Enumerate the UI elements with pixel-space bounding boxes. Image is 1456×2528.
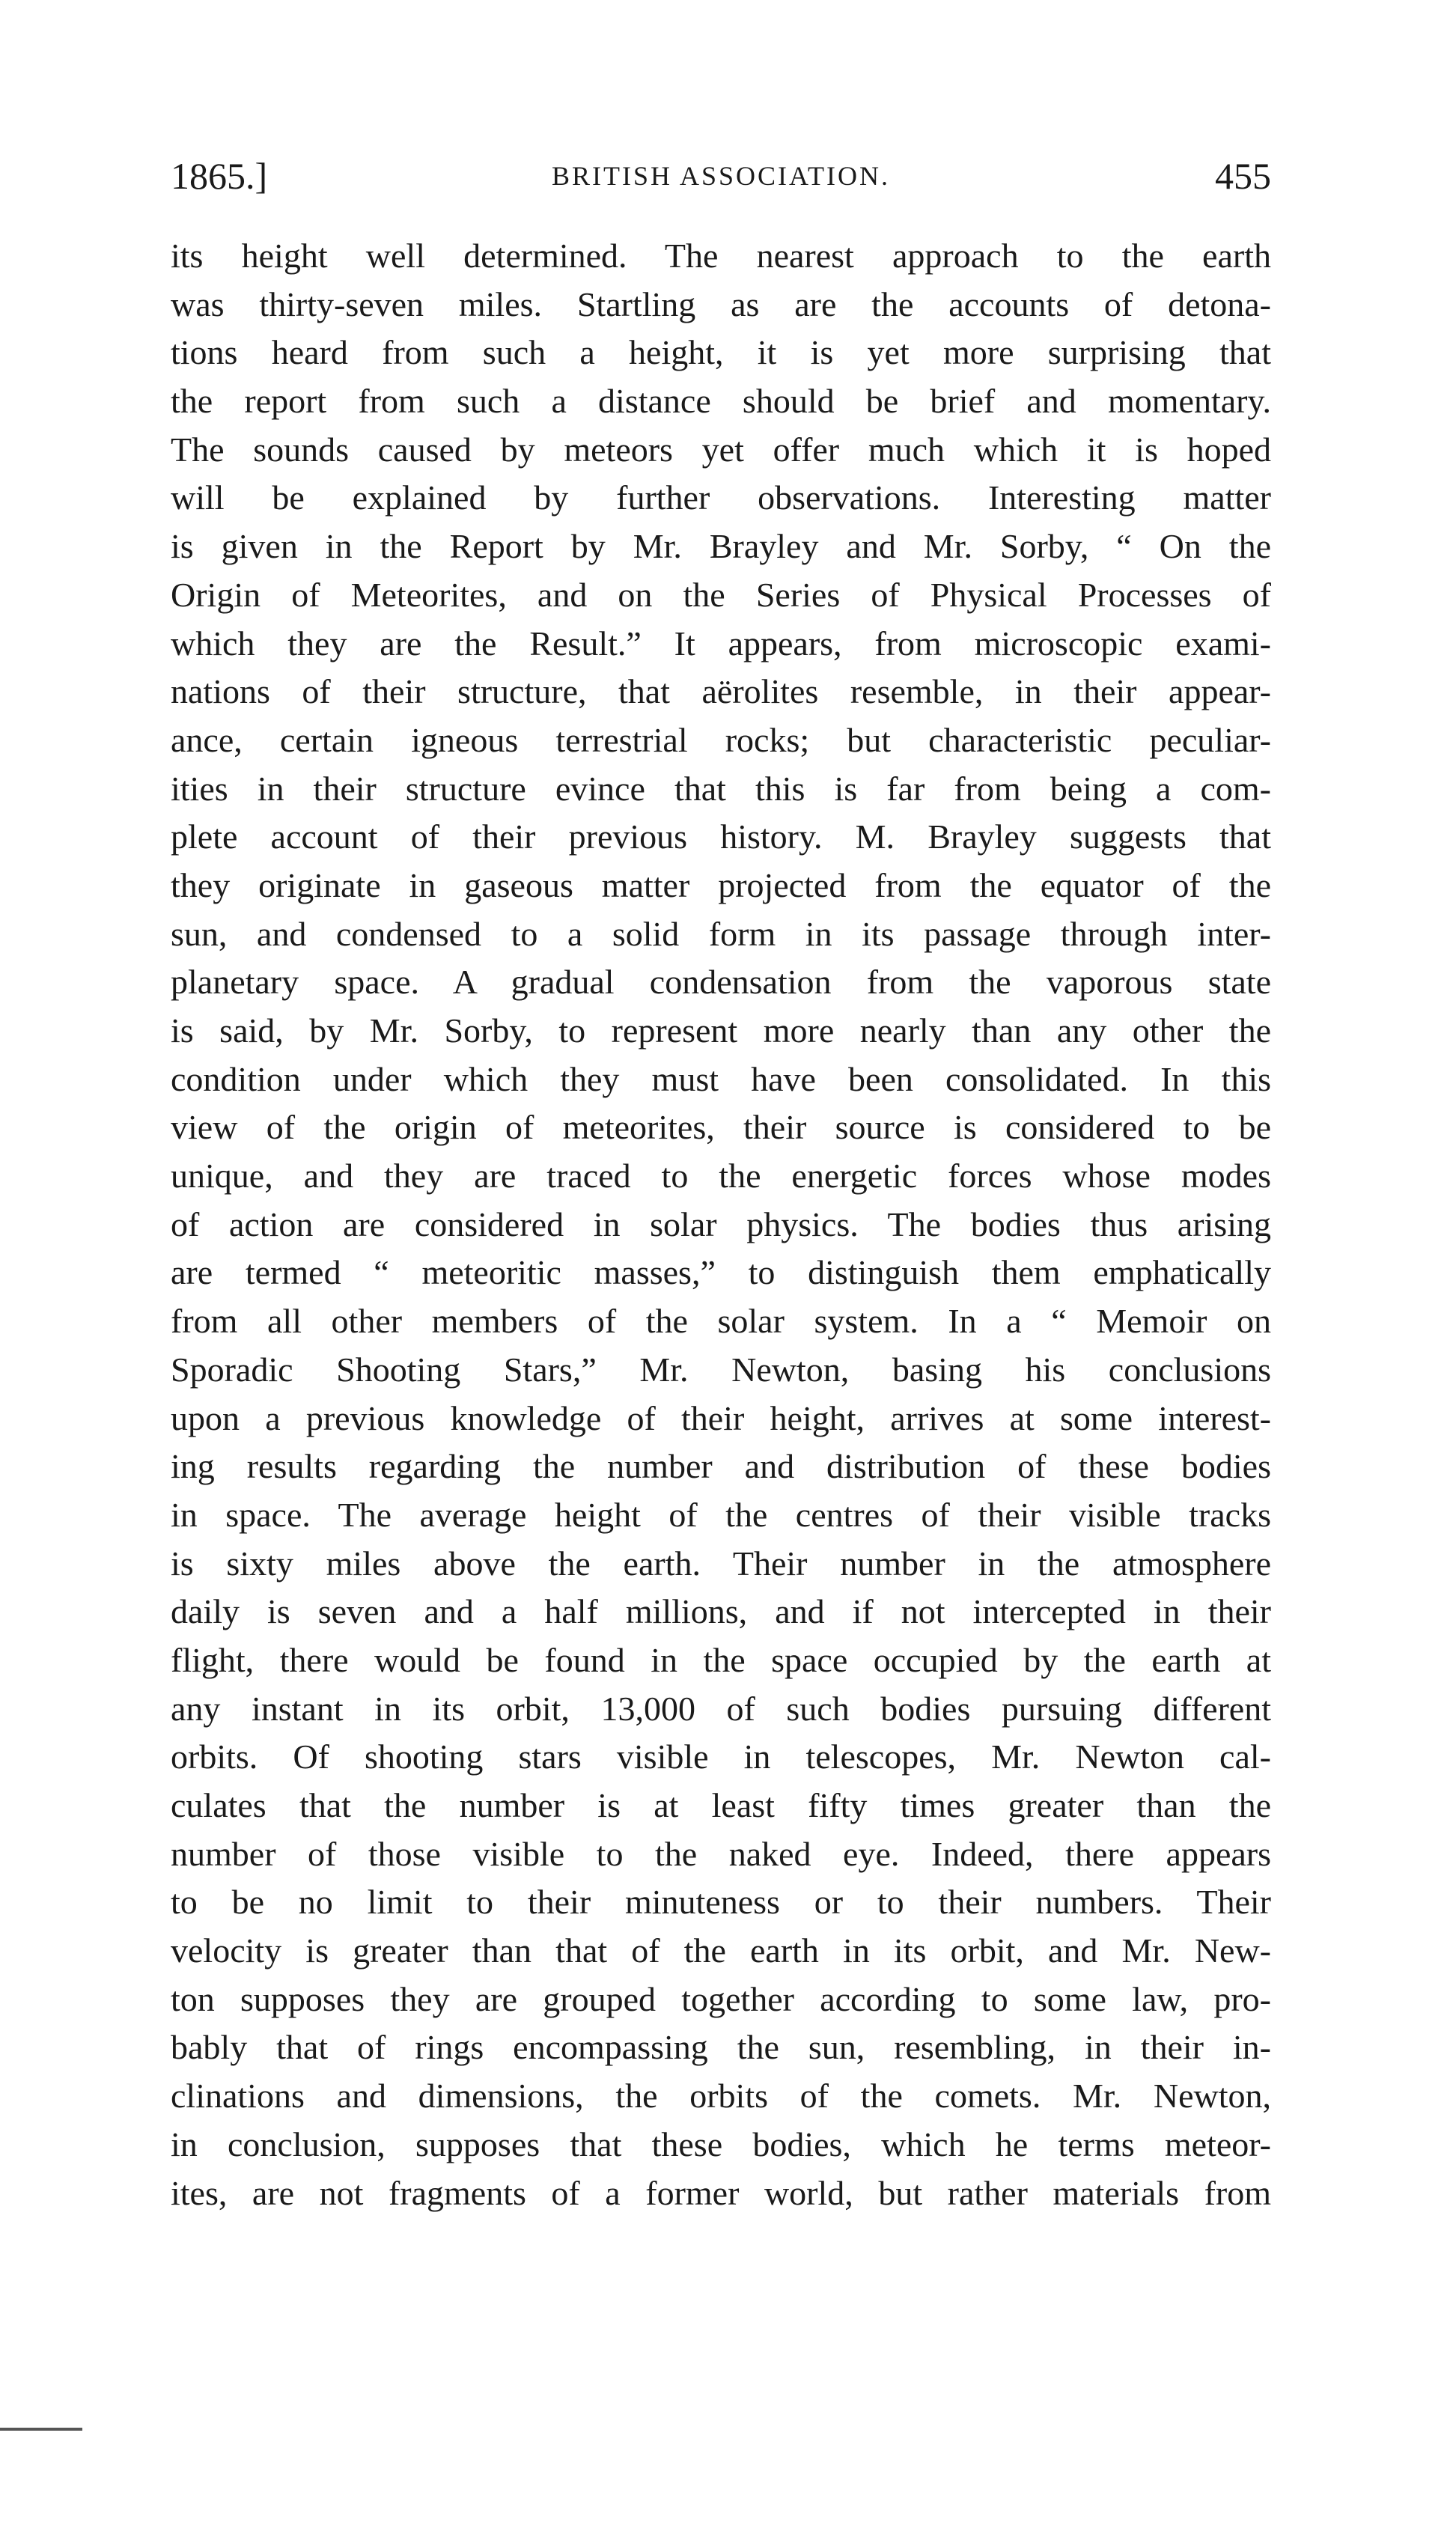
text-line: ton supposes they are grouped together according to some law, pro- — [171, 1979, 1271, 2018]
running-title: BRITISH ASSOCIATION. — [551, 161, 891, 191]
text-line: which they are the Result.” It appears, from microscopic exami- — [171, 624, 1271, 663]
text-line: flight, there would be found in the space occupied by the earth at — [171, 1640, 1271, 1679]
text-line: from all other members of the solar system. In a “ Memoir on — [171, 1302, 1271, 1341]
running-header — [171, 150, 1271, 202]
text-line: will be explained by further observations. Interesting matter — [171, 478, 1271, 517]
text-line: in conclusion, supposes that these bodies, which he terms meteor- — [171, 2125, 1271, 2163]
text-line: of action are considered in solar physics. The bodies thus arising — [171, 1204, 1271, 1243]
text-line: view of the origin of meteorites, their source is considered to be — [171, 1108, 1271, 1147]
text-line: ing results regarding the number and distribution of these bodies — [171, 1447, 1271, 1486]
text-line: upon a previous knowledge of their height, arrives at some interest- — [171, 1398, 1271, 1437]
text-line: are termed “ meteoritic masses,” to distinguish them emphatically — [171, 1253, 1271, 1292]
text-line: unique, and they are traced to the energetic forces whose modes — [171, 1157, 1271, 1196]
body-text — [171, 232, 1271, 2217]
text-line: daily is seven and a half millions, and if not intercepted in their — [171, 1592, 1271, 1631]
text-line: number of those visible to the naked eye. Indeed, there appears — [171, 1834, 1271, 1873]
text-line: velocity is greater than that of the earth in its orbit, and Mr. New- — [171, 1931, 1271, 1970]
text-line: planetary space. A gradual condensation from the vaporous state — [171, 963, 1271, 1002]
text-line: clinations and dimensions, the orbits of the comets. Mr. Newton, — [171, 2077, 1271, 2116]
text-line: to be no limit to their minuteness or to their numbers. Their — [171, 1883, 1271, 1922]
text-line: ance, certain igneous terrestrial rocks; but characteristic peculiar- — [171, 720, 1271, 759]
text-line: its height well determined. The nearest approach to the earth — [171, 237, 1271, 275]
text-line: is sixty miles above the earth. Their number in the atmosphere — [171, 1544, 1271, 1583]
text-line: tions heard from such a height, it is yet more surprising that — [171, 333, 1271, 372]
text-line: nations of their structure, that aërolites resemble, in their appear- — [171, 672, 1271, 711]
text-line: Sporadic Shooting Stars,” Mr. Newton, basing his conclusions — [171, 1350, 1271, 1389]
text-line: any instant in its orbit, 13,000 of such bodies pursuing different — [171, 1689, 1271, 1728]
text-line: ites, are not fragments of a former world, but rather materials from — [171, 2173, 1271, 2212]
text-line: The sounds caused by meteors yet offer much which it is hoped — [171, 430, 1271, 469]
text-line: is given in the Report by Mr. Brayley and Mr. Sorby, “ On the — [171, 527, 1271, 566]
text-line: is said, by Mr. Sorby, to represent more nearly than any other the — [171, 1011, 1271, 1050]
text-line: ities in their structure evince that this is far from being a com- — [171, 769, 1271, 808]
text-line: culates that the number is at least fifty times greater than the — [171, 1786, 1271, 1824]
text-line: condition under which they must have been consolidated. In this — [171, 1059, 1271, 1098]
text-line: Origin of Meteorites, and on the Series of Physical Processes of — [171, 575, 1271, 614]
text-line: plete account of their previous history. M. Brayley suggests that — [171, 817, 1271, 856]
text-line: the report from such a distance should be brief and momentary. — [171, 382, 1271, 421]
text-line: was thirty-seven miles. Startling as are the accounts of detona- — [171, 284, 1271, 323]
text-line: they originate in gaseous matter projected from the equator of the — [171, 865, 1271, 904]
text-line: in space. The average height of the centres of their visible tracks — [171, 1495, 1271, 1534]
text-line: orbits. Of shooting stars visible in telescopes, Mr. Newton cal- — [171, 1737, 1271, 1776]
text-line: sun, and condensed to a solid form in its passage through inter- — [171, 914, 1271, 953]
bottom-edge-mark — [0, 2428, 82, 2431]
header-year: 1865.] — [171, 155, 268, 197]
text-line: bably that of rings encompassing the sun, resembling, in their in- — [171, 2028, 1271, 2067]
page-number: 455 — [1215, 155, 1271, 197]
